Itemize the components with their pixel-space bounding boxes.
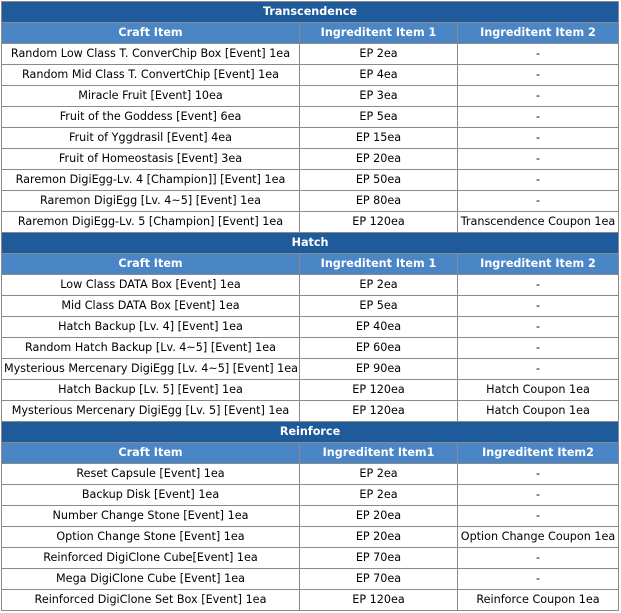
table-row	[2, 149, 619, 170]
column-header: Ingreditent Item 2	[458, 254, 619, 275]
ingredient-2-cell: Hatch Coupon 1ea	[458, 380, 619, 401]
ingredient-1-cell: EP 40ea	[300, 317, 458, 338]
ingredient-1-cell: EP 5ea	[300, 107, 458, 128]
ingredient-1-cell: EP 120ea	[300, 380, 458, 401]
ingredient-2-cell: -	[458, 170, 619, 191]
craft-recipe-table	[1, 1, 619, 611]
ingredient-2-cell: -	[458, 107, 619, 128]
craft-item-cell: Raremon DigiEgg-Lv. 5 [Champion] [Event] 1ea	[2, 212, 300, 233]
craft-item-cell: Mysterious Mercenary DigiEgg [Lv. 4~5] [Event] 1ea	[2, 359, 300, 380]
ingredient-2-cell: -	[458, 485, 619, 506]
craft-item-cell: Fruit of the Goddess [Event] 6ea	[2, 107, 300, 128]
table-row	[2, 65, 619, 86]
ingredient-1-cell: EP 2ea	[300, 464, 458, 485]
hatch-section-title: Hatch	[2, 233, 619, 254]
craft-item-cell: Hatch Backup [Lv. 4] [Event] 1ea	[2, 317, 300, 338]
table-row	[2, 107, 619, 128]
ingredient-1-cell: EP 50ea	[300, 170, 458, 191]
table-row	[2, 464, 619, 485]
table-row	[2, 317, 619, 338]
table-row	[2, 359, 619, 380]
ingredient-1-cell: EP 120ea	[300, 212, 458, 233]
craft-item-cell: Reinforced DigiClone Cube[Event] 1ea	[2, 548, 300, 569]
craft-item-cell: Raremon DigiEgg [Lv. 4~5] [Event] 1ea	[2, 191, 300, 212]
ingredient-1-cell: EP 20ea	[300, 149, 458, 170]
table-row	[2, 170, 619, 191]
column-header: Ingreditent Item1	[300, 443, 458, 464]
craft-item-cell: Raremon DigiEgg-Lv. 4 [Champion]] [Event] 1ea	[2, 170, 300, 191]
ingredient-1-cell: EP 60ea	[300, 338, 458, 359]
column-header: Craft Item	[2, 23, 300, 44]
table-row	[2, 401, 619, 422]
craft-item-cell: Low Class DATA Box [Event] 1ea	[2, 275, 300, 296]
ingredient-1-cell: EP 70ea	[300, 548, 458, 569]
ingredient-1-cell: EP 15ea	[300, 128, 458, 149]
ingredient-2-cell: -	[458, 296, 619, 317]
column-header: Craft Item	[2, 254, 300, 275]
hatch-column-headers	[2, 254, 619, 275]
table-row	[2, 275, 619, 296]
ingredient-2-cell: Reinforce Coupon 1ea	[458, 590, 619, 611]
ingredient-1-cell: EP 70ea	[300, 569, 458, 590]
craft-item-cell: Number Change Stone [Event] 1ea	[2, 506, 300, 527]
table-row	[2, 338, 619, 359]
column-header: Ingreditent Item 1	[300, 23, 458, 44]
table-row	[2, 590, 619, 611]
ingredient-2-cell: Option Change Coupon 1ea	[458, 527, 619, 548]
hatch-section-header	[2, 233, 619, 254]
craft-item-cell: Mysterious Mercenary DigiEgg [Lv. 5] [Event] 1ea	[2, 401, 300, 422]
ingredient-2-cell: Hatch Coupon 1ea	[458, 401, 619, 422]
ingredient-2-cell: Transcendence Coupon 1ea	[458, 212, 619, 233]
table-row	[2, 548, 619, 569]
ingredient-1-cell: EP 120ea	[300, 590, 458, 611]
reinforce-column-headers	[2, 443, 619, 464]
craft-item-cell: Reset Capsule [Event] 1ea	[2, 464, 300, 485]
craft-item-cell: Mega DigiClone Cube [Event] 1ea	[2, 569, 300, 590]
column-header: Craft Item	[2, 443, 300, 464]
reinforce-section-header	[2, 422, 619, 443]
table-row	[2, 128, 619, 149]
ingredient-2-cell: -	[458, 506, 619, 527]
craft-item-cell: Option Change Stone [Event] 1ea	[2, 527, 300, 548]
ingredient-1-cell: EP 90ea	[300, 359, 458, 380]
table-row	[2, 44, 619, 65]
table-row	[2, 527, 619, 548]
column-header: Ingreditent Item2	[458, 443, 619, 464]
ingredient-2-cell: -	[458, 317, 619, 338]
craft-item-cell: Mid Class DATA Box [Event] 1ea	[2, 296, 300, 317]
ingredient-1-cell: EP 5ea	[300, 296, 458, 317]
craft-item-cell: Hatch Backup [Lv. 5] [Event] 1ea	[2, 380, 300, 401]
craft-item-cell: Miracle Fruit [Event] 10ea	[2, 86, 300, 107]
table-row	[2, 191, 619, 212]
craft-item-cell: Random Hatch Backup [Lv. 4~5] [Event] 1ea	[2, 338, 300, 359]
craft-item-cell: Random Mid Class T. ConvertChip [Event] 1ea	[2, 65, 300, 86]
ingredient-1-cell: EP 2ea	[300, 44, 458, 65]
ingredient-1-cell: EP 3ea	[300, 86, 458, 107]
table-row	[2, 380, 619, 401]
ingredient-2-cell: -	[458, 128, 619, 149]
craft-table-body	[2, 2, 619, 611]
table-row	[2, 86, 619, 107]
ingredient-1-cell: EP 20ea	[300, 527, 458, 548]
reinforce-section-title: Reinforce	[2, 422, 619, 443]
craft-item-cell: Fruit of Yggdrasil [Event] 4ea	[2, 128, 300, 149]
ingredient-1-cell: EP 120ea	[300, 401, 458, 422]
column-header: Ingreditent Item 2	[458, 23, 619, 44]
craft-item-cell: Backup Disk [Event] 1ea	[2, 485, 300, 506]
table-row	[2, 506, 619, 527]
table-row	[2, 296, 619, 317]
ingredient-2-cell: -	[458, 569, 619, 590]
ingredient-2-cell: -	[458, 191, 619, 212]
table-row	[2, 485, 619, 506]
craft-item-cell: Fruit of Homeostasis [Event] 3ea	[2, 149, 300, 170]
ingredient-2-cell: -	[458, 464, 619, 485]
craft-item-cell: Reinforced DigiClone Set Box [Event] 1ea	[2, 590, 300, 611]
column-header: Ingreditent Item 1	[300, 254, 458, 275]
ingredient-2-cell: -	[458, 338, 619, 359]
ingredient-2-cell: -	[458, 548, 619, 569]
ingredient-1-cell: EP 80ea	[300, 191, 458, 212]
transcendence-column-headers	[2, 23, 619, 44]
ingredient-1-cell: EP 20ea	[300, 506, 458, 527]
ingredient-1-cell: EP 2ea	[300, 275, 458, 296]
ingredient-2-cell: -	[458, 86, 619, 107]
ingredient-2-cell: -	[458, 65, 619, 86]
craft-item-cell: Random Low Class T. ConverChip Box [Event] 1ea	[2, 44, 300, 65]
ingredient-2-cell: -	[458, 275, 619, 296]
craft-table-container	[1, 1, 620, 611]
ingredient-2-cell: -	[458, 359, 619, 380]
table-row	[2, 212, 619, 233]
table-row	[2, 569, 619, 590]
transcendence-section-header	[2, 2, 619, 23]
ingredient-1-cell: EP 4ea	[300, 65, 458, 86]
ingredient-1-cell: EP 2ea	[300, 485, 458, 506]
ingredient-2-cell: -	[458, 44, 619, 65]
ingredient-2-cell: -	[458, 149, 619, 170]
transcendence-section-title: Transcendence	[2, 2, 619, 23]
